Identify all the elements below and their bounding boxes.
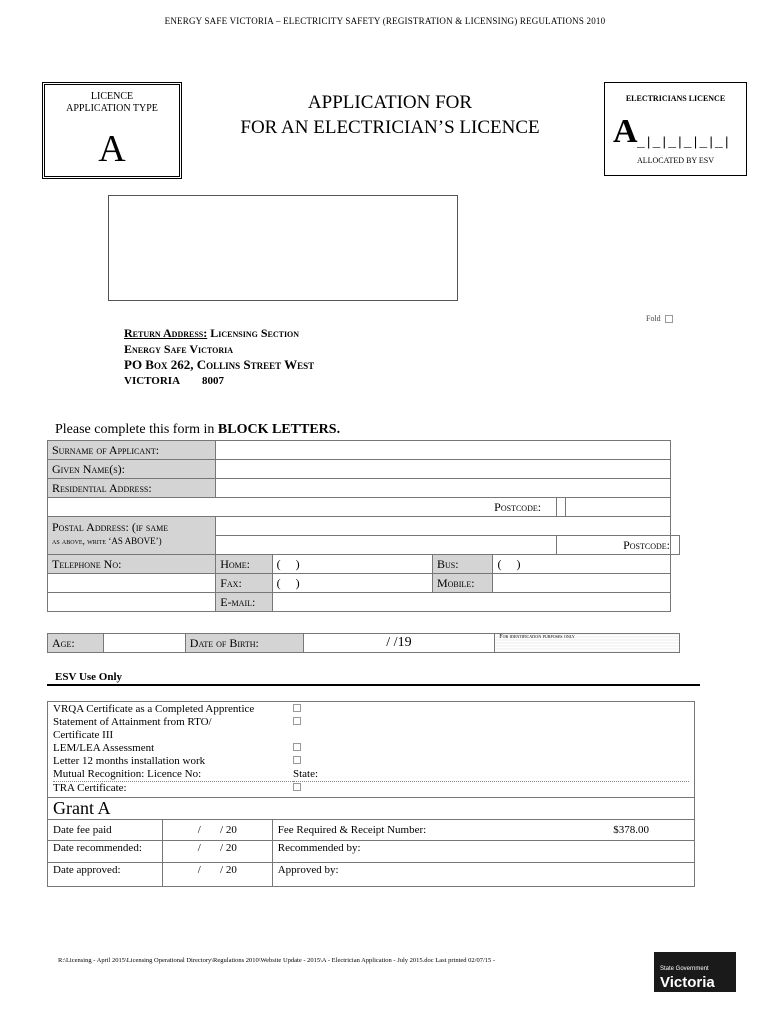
table-row (48, 574, 680, 593)
checklist-mutual-label: Mutual Recognition: Licence No: (53, 768, 202, 780)
fee-paid-label: Date fee paid (48, 820, 163, 841)
table-row (48, 555, 680, 574)
recommended-date[interactable]: / / 20 (162, 841, 272, 863)
recommended-date-label: Date recommended: (48, 841, 163, 863)
esv-divider (47, 684, 700, 686)
table-row (48, 441, 680, 460)
business-phone-label: Bus: (432, 555, 492, 574)
licence-number-slots[interactable]: _|_|_|_|_|_| (637, 135, 731, 150)
table-row (48, 479, 680, 498)
checklist (53, 703, 689, 795)
licence-number-box (604, 82, 747, 176)
checklist-letter-label: Letter 12 months installation work (53, 755, 206, 767)
dob-label: Date of Birth: (185, 634, 303, 653)
return-address-label: Return Address: (124, 326, 208, 340)
age-field[interactable] (103, 634, 185, 653)
mobile-label: Mobile: (432, 574, 492, 593)
table-row (48, 798, 695, 820)
logo-small-text: State Government (660, 966, 709, 972)
residential-address-field-2[interactable] (48, 498, 557, 517)
tra-checkbox[interactable] (293, 783, 301, 791)
postal-postcode-field[interactable] (671, 536, 680, 555)
fold-checkbox-icon (665, 315, 673, 323)
list-item (53, 716, 689, 729)
home-phone-label: Home: (216, 555, 272, 574)
postal-address-field-2[interactable] (216, 536, 557, 555)
dob-field[interactable]: / /19 (303, 634, 495, 653)
table-row (48, 820, 695, 841)
list-item (53, 782, 689, 796)
return-address (124, 325, 314, 389)
mobile-field[interactable] (493, 574, 671, 593)
residential-postcode-field[interactable] (494, 498, 671, 517)
return-address-line-2: Energy Safe Victoria (124, 342, 233, 356)
approved-date-label: Date approved: (48, 863, 163, 887)
licence-type-box (42, 82, 182, 179)
esv-use-table (47, 701, 695, 887)
postal-address-label (48, 517, 216, 555)
licence-number-letter: A (613, 113, 638, 150)
regulations-header: ENERGY SAFE VICTORIA – ELECTRICITY SAFETY (REGISTRATION & LICENSING) REGULATIONS 2010 (164, 16, 606, 26)
list-item (53, 729, 689, 742)
list-item (53, 742, 689, 755)
return-address-line-1: Licensing Section (207, 326, 300, 340)
postal-postcode-label: Postcode: (557, 536, 671, 555)
table-row (48, 498, 680, 517)
esv-use-only-heading: ESV Use Only (55, 671, 123, 683)
victoria-logo (654, 952, 736, 992)
email-field[interactable] (272, 593, 670, 612)
allocated-by-esv: ALLOCATED BY ESV (636, 156, 715, 165)
checklist-tra-label: TRA Certificate: (53, 782, 127, 794)
table-row (48, 634, 680, 653)
instructions-bold: BLOCK LETTERS. (217, 422, 341, 437)
surname-field[interactable] (216, 441, 671, 460)
checklist-vrqa-label: VRQA Certificate as a Completed Apprentice (53, 703, 255, 715)
logo-name: Victoria (660, 974, 715, 991)
blank-cell (48, 574, 216, 593)
checklist-cert-iii-label: Certificate III (53, 729, 114, 741)
age-label: Age: (48, 634, 104, 653)
letter-checkbox[interactable] (293, 756, 301, 764)
return-address-postcode: 8007 (202, 375, 225, 387)
envelope-window (108, 195, 458, 301)
table-row (48, 517, 680, 536)
instructions (55, 422, 340, 438)
return-address-line-3: PO Box 262, Collins Street West (124, 357, 315, 372)
list-item (53, 768, 689, 782)
fold-label: Fold (646, 314, 661, 323)
fold-mark (646, 314, 673, 323)
postcode-label-text: Postcode: (494, 499, 542, 514)
postcode-label (557, 498, 566, 517)
instructions-text: Please complete this form in (55, 422, 218, 437)
postal-address-label-1: Postal Address: (if same (52, 520, 169, 534)
given-names-field[interactable] (216, 460, 671, 479)
table-row (48, 593, 680, 612)
identification-note: For identification purposes only (495, 634, 680, 653)
licence-number-label: ELECTRICIANS LICENCE (625, 94, 726, 103)
residential-address-label: Residential Address: (48, 479, 216, 498)
application-type-label: APPLICATION TYPE (66, 103, 158, 114)
fax-label: Fax: (216, 574, 272, 593)
postal-address-label-2: as above, write ‘AS ABOVE’) (52, 536, 162, 546)
applicant-details-table (47, 440, 680, 612)
table-row (48, 702, 695, 798)
telephone-label: Telephone No: (48, 555, 216, 574)
business-phone-field[interactable]: ( ) (493, 555, 671, 574)
checklist-rto-label: Statement of Attainment from RTO/ (53, 716, 212, 728)
return-address-state: VICTORIA (124, 375, 181, 387)
fee-amount: $378.00 (557, 820, 695, 841)
fax-field[interactable]: ( ) (272, 574, 432, 593)
age-dob-table (47, 633, 680, 653)
file-path-footer: R:\Licensing - April 2015\Licensing Operational Directory\Regulations 2010\Website Update - 2015\A - Electrician Application - July 2015.doc Last printed 02/07/15 - (58, 957, 496, 964)
residential-address-field[interactable] (216, 479, 671, 498)
lem-checkbox[interactable] (293, 743, 301, 751)
vrqa-checkbox[interactable] (293, 704, 301, 712)
form-title (200, 90, 580, 140)
title-line-1: APPLICATION FOR (307, 92, 473, 113)
grant-label: Grant A (48, 798, 695, 820)
approved-by[interactable]: Approved by: (272, 863, 694, 887)
checklist-state-label: State: (293, 768, 319, 780)
licence-type-label: LICENCE (90, 91, 134, 102)
list-item (53, 703, 689, 716)
list-item (53, 755, 689, 768)
postal-address-field[interactable] (216, 517, 671, 536)
given-names-label: Given Name(s): (48, 460, 216, 479)
blank-cell (48, 593, 216, 612)
approved-date[interactable]: / / 20 (162, 863, 272, 887)
title-line-2: FOR AN ELECTRICIAN’S LICENCE (240, 117, 540, 138)
checklist-lem-label: LEM/LEA Assessment (53, 742, 155, 754)
fee-paid-date[interactable]: / / 20 (162, 820, 272, 841)
table-row (48, 841, 695, 863)
surname-label: Surname of Applicant: (48, 441, 216, 460)
table-row (48, 460, 680, 479)
licence-type-letter: A (98, 128, 126, 170)
email-label: E-mail: (216, 593, 272, 612)
recommended-by[interactable]: Recommended by: (272, 841, 694, 863)
rto-checkbox[interactable] (293, 717, 301, 725)
table-row (48, 863, 695, 887)
checklist-cell (48, 702, 695, 798)
home-phone-field[interactable]: ( ) (272, 555, 432, 574)
receipt-label: Fee Required & Receipt Number: (272, 820, 556, 841)
